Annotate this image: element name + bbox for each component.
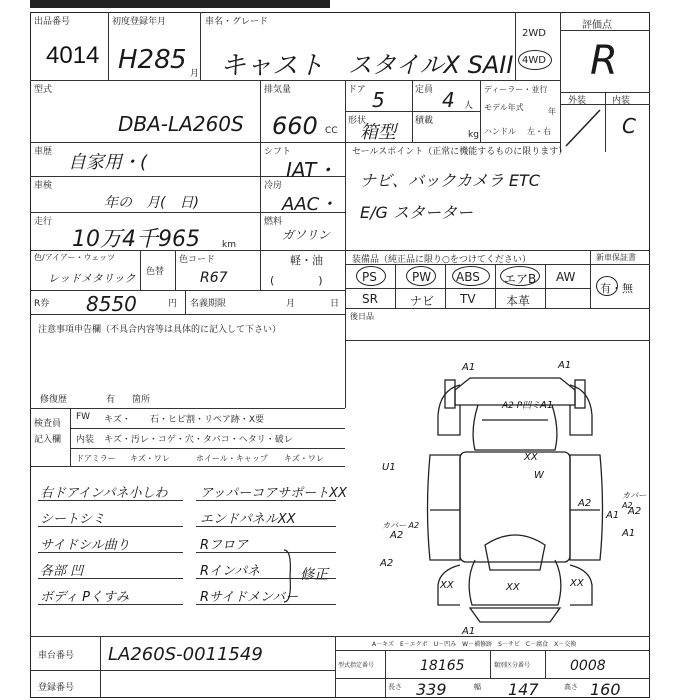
mark-a2-left-door: A2: [390, 530, 404, 541]
chassis-label: 車台番号: [38, 651, 75, 661]
door-mirror-text: キズ・ワレ: [130, 454, 170, 463]
equip-airbag: エアB: [504, 272, 537, 286]
length: 339: [416, 680, 447, 699]
mark-w-side: W: [534, 470, 544, 481]
model-code: DBA-LA260S: [118, 112, 244, 136]
remark-bracket: [282, 548, 296, 604]
color-code: R67: [200, 270, 228, 286]
mark-cover-left: カバー A2: [382, 521, 420, 530]
capacity: 4: [442, 88, 455, 112]
drive-4wd-circle: [518, 50, 552, 70]
first-reg-month: 5: [170, 45, 187, 75]
usage: 自家用・(: [68, 152, 148, 173]
mark-a1-right-2: A1: [606, 510, 620, 521]
displacement: 660: [272, 112, 318, 140]
recycle-label: R券: [34, 299, 50, 309]
drive-4wd: 4WD: [522, 55, 546, 66]
color-label: 色/アイアー・ウェッツ: [34, 253, 116, 262]
remark-right-2: エンドパネルXX: [200, 512, 296, 527]
remark-right-4: Rインパネ: [200, 564, 261, 579]
repair-place: 箇所: [132, 395, 151, 405]
equip-navi: ナビ: [410, 294, 435, 308]
inspector-label-1: 検査員: [34, 419, 62, 429]
displacement-label: 排気量: [264, 85, 292, 95]
circle-pw: [406, 266, 436, 286]
load-label: 積載: [415, 116, 434, 126]
equip-sr: SR: [362, 292, 378, 306]
cc-unit: CC: [325, 126, 338, 136]
mileage-label: 走行: [34, 217, 53, 227]
mark-xx-rear-left: XX: [440, 580, 454, 591]
handle-value: 左・右: [527, 127, 551, 136]
wheel-cap-text: キズ・ワレ: [284, 454, 324, 463]
width: 147: [508, 680, 539, 699]
height: 160: [590, 680, 621, 699]
mark-a2-roof: A2 P凹ミ: [502, 401, 541, 411]
mileage: 10万4千965: [72, 227, 200, 252]
remark-right-5: Rサイドメンバー: [200, 590, 299, 605]
doors-label: ドア: [348, 85, 366, 95]
height-label: 高さ: [564, 683, 578, 691]
body-label: 形状: [348, 116, 367, 126]
fuel-paren: ( ): [270, 274, 323, 287]
month-unit: 月: [190, 69, 200, 79]
interior-label: 内装: [612, 96, 631, 106]
grade: スタイルX SAII: [348, 51, 514, 79]
shift-label: シフト: [264, 147, 292, 157]
mark-a1-hood: A1: [540, 400, 554, 411]
equip-tv: TV: [460, 292, 476, 306]
remark-left-4: 各部 凹: [40, 564, 84, 579]
warranty-label: 新車保証書: [596, 253, 636, 262]
wheel-cap-label: ホイール・キャップ: [196, 454, 268, 463]
equip-pw: PW: [412, 270, 432, 284]
year-unit: 年: [548, 107, 556, 116]
score-label: 評価点: [582, 20, 612, 31]
fuel-alt: 軽・油: [290, 254, 323, 267]
persons-unit: 人: [464, 101, 474, 111]
sales-line-2: E/G スターター: [360, 203, 473, 222]
remark-left-2: シートシミ: [40, 512, 106, 527]
circle-airbag: [500, 266, 540, 286]
model-year-label: モデル年式: [484, 103, 524, 112]
score: R: [590, 38, 618, 84]
notes-title: 注意事項申告欄（不具合内容等は具体的に記入して下さい）: [38, 325, 282, 335]
remark-bracket-label: 修正: [300, 567, 328, 583]
circle-abs: [452, 266, 490, 286]
color: レッドメタリック: [48, 272, 136, 285]
mark-a1-rear: A1: [462, 626, 476, 637]
ac: AAC・: [282, 194, 338, 215]
cat-label: 類別区分番号: [494, 662, 531, 669]
remark-right-3: Rフロア: [200, 538, 249, 553]
usage-label: 車歴: [34, 147, 53, 157]
sales-line-1: ナビ、バックカメラ ETC: [360, 171, 540, 190]
warranty-value: 有・無: [600, 282, 633, 295]
kg-unit: kg: [468, 130, 479, 140]
equipment-title: 装備品（純正品に限り○をつけてください）: [352, 255, 531, 265]
mark-xx-upper: XX: [524, 452, 538, 463]
mark-a2-right: A2: [578, 498, 592, 509]
drive-2wd: 2WD: [522, 28, 546, 39]
rear-items-label: 後日品: [350, 312, 374, 321]
circle-warranty: [596, 276, 618, 296]
dims-label: 型式指定番号: [338, 662, 375, 669]
fuel-label: 燃料: [264, 217, 283, 227]
mark-a1-front-left: A1: [462, 362, 476, 373]
circle-ps: [356, 266, 386, 286]
legend: A－キズ E－エクボ U－凹み W－補修跡 S－サビ C－腐食 X－交換: [372, 641, 577, 648]
handle-label: ハンドル: [484, 127, 516, 136]
mark-cover-right: カバー A2: [622, 491, 646, 510]
dealer-label: ディーラー・並行: [484, 85, 548, 94]
exterior-label: 外装: [568, 96, 587, 106]
color-code-label: 色コード: [179, 255, 216, 265]
width-label: 幅: [474, 683, 481, 691]
mark-xx-rear-center: XX: [506, 582, 520, 593]
ac-label: 冷房: [264, 181, 283, 191]
km-unit: km: [222, 240, 236, 250]
equip-aw: AW: [556, 270, 576, 284]
color-change-label: 色替: [146, 267, 165, 277]
interior-insp-label: 内装: [76, 435, 95, 445]
first-reg-label: 初度登録年月: [112, 17, 167, 27]
capacity-label: 定員: [415, 85, 434, 95]
fuel: ガソリン: [282, 228, 331, 242]
ins-label: 名義期限: [190, 299, 227, 309]
length-label: 長さ: [388, 683, 402, 691]
mark-xx-rear-right: XX: [570, 578, 584, 589]
shift: IAT・: [286, 158, 337, 182]
inspector-label-2: 記入欄: [34, 435, 62, 445]
fw-text: キズ・: [104, 415, 131, 425]
body: 箱型: [360, 122, 396, 143]
mark-a1-front-right: A1: [558, 360, 572, 371]
inspection-label: 車検: [34, 181, 53, 191]
repair-label: 修復歴: [40, 395, 68, 405]
model-name-label: 車名・グレード: [205, 17, 269, 27]
recycle-fee: 8550: [86, 292, 137, 316]
fw-rest: 石・ヒビ割・リペア跡・X要: [150, 415, 264, 425]
equip-ps: PS: [362, 270, 377, 284]
first-reg-era: H28: [118, 45, 171, 75]
remark-left-1: 右ドアインパネ小しわ: [40, 486, 168, 501]
door-mirror-label: ドアミラー: [76, 454, 116, 463]
remark-left-3: サイドシル曲り: [40, 538, 130, 553]
ins-day: 日: [330, 299, 340, 309]
chassis: LA260S-0011549: [108, 644, 263, 665]
stock-no: 4014: [46, 42, 100, 69]
interior-grade: C: [622, 114, 636, 138]
mark-a1-right: A1: [622, 528, 636, 539]
mark-a2-rear-left: A2: [380, 558, 394, 569]
header-strip: [30, 0, 330, 8]
equip-leather: 本革: [506, 294, 531, 308]
dims: 18165: [420, 658, 465, 674]
mark-a2-right-front: A2: [628, 506, 642, 517]
inspection: 年の 月( 日): [104, 195, 199, 211]
stock-no-label: 出品番号: [34, 17, 71, 27]
interior-insp-text: キズ・汚レ・コゲ・穴・タバコ・ヘタリ・破レ: [104, 435, 293, 445]
ins-month: 月: [286, 299, 296, 309]
repair-value: 有: [106, 395, 116, 405]
model-code-label: 型式: [34, 85, 53, 95]
doors: 5: [372, 88, 385, 112]
remark-right-1: アッパーコアサポートXX: [200, 486, 347, 501]
sales-title: セールスポイント（正常に機能するものに限ります）: [352, 147, 568, 157]
model-name: キャスト: [220, 51, 325, 81]
remark-left-5: ボディ Pくすみ: [40, 590, 129, 605]
reg-label: 登録番号: [38, 683, 75, 693]
cat: 0008: [570, 658, 606, 674]
yen-unit: 円: [168, 299, 178, 309]
fw-label: FW: [76, 412, 91, 422]
mark-u1-left: U1: [382, 462, 396, 473]
equip-abs: ABS: [456, 270, 480, 284]
